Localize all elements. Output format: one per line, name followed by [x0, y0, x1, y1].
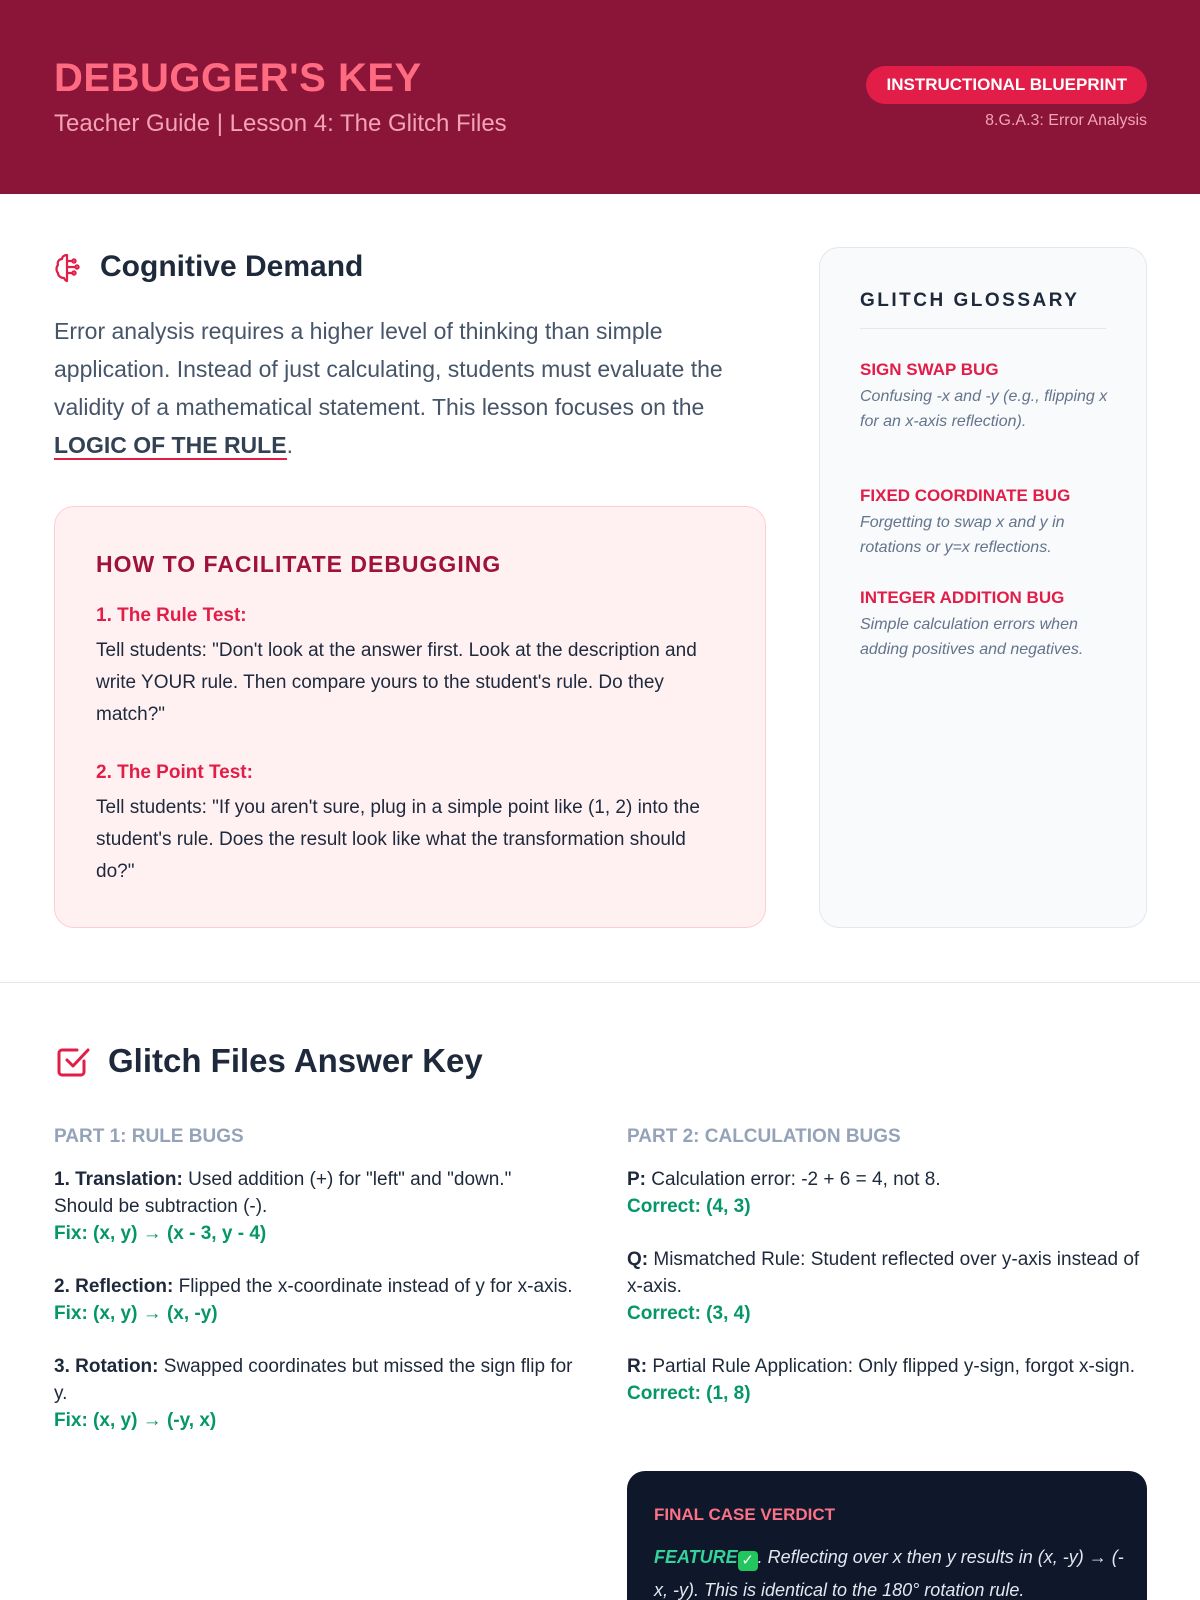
answer-correct: Correct: (4, 3) — [627, 1196, 751, 1217]
answer-item — [54, 1273, 574, 1327]
answer-item-head: Q: — [627, 1249, 649, 1270]
cognitive-demand-heading — [54, 250, 363, 284]
answer-item — [54, 1166, 574, 1247]
answer-item-text: Swapped coordinates but missed the sign flip for y. — [54, 1356, 573, 1404]
page-subtitle: Teacher Guide | Lesson 4: The Glitch Files — [54, 110, 507, 137]
header-banner — [0, 0, 1200, 194]
answer-fix: Fix: (x, y) → (-y, x) — [54, 1410, 217, 1431]
answer-item-head: 3. Rotation: — [54, 1356, 159, 1377]
answer-item — [54, 1353, 574, 1434]
answer-fix: Fix: (x, y) → (x, -y) — [54, 1303, 218, 1324]
glossary-item-sign-swap — [860, 360, 1110, 434]
facilitate-box — [54, 506, 766, 928]
answer-item-head: P: — [627, 1169, 646, 1190]
glossary-item-integer-addition — [860, 588, 1110, 662]
bug-description: Forgetting to swap x and y in rotations or y=x reflections. — [860, 514, 1065, 556]
answer-item-text: Mismatched Rule: Student reflected over y-axis instead of x-axis. — [627, 1249, 1140, 1297]
blueprint-badge: INSTRUCTIONAL BLUEPRINT — [866, 66, 1147, 104]
answer-key-heading — [54, 1042, 483, 1080]
answer-correct: Correct: (3, 4) — [627, 1303, 751, 1324]
logic-emphasis: LOGIC OF THE RULE — [54, 432, 287, 458]
answer-item-head: 2. Reflection: — [54, 1276, 174, 1297]
answer-fix: Fix: (x, y) → (x - 3, y - 4) — [54, 1223, 267, 1244]
verdict-body: . Reflecting over x then y results in (x, -y) → (-x, -y). This is identical to the 180° rotation rule. — [654, 1547, 1124, 1600]
answer-item-text: Used addition (+) for "left" and "down." Should be subtraction (-). — [54, 1169, 512, 1217]
feature-label: FEATURE — [654, 1547, 738, 1567]
rule-test-step — [96, 605, 726, 731]
answer-item-text: Calculation error: -2 + 6 = 4, not 8. — [646, 1169, 941, 1190]
checkbox-icon — [54, 1042, 92, 1080]
step-text: Tell students: "If you aren't sure, plug in a simple point like (1, 2) into the student's rule. Does the result look like what the transformation should do?" — [96, 797, 700, 882]
answer-item — [627, 1166, 1147, 1220]
section-divider — [0, 982, 1200, 983]
answer-item — [627, 1353, 1147, 1407]
cognitive-demand-text — [54, 312, 766, 464]
bug-name: FIXED COORDINATE BUG — [860, 486, 1071, 505]
point-test-step — [96, 762, 726, 888]
glitch-glossary — [819, 247, 1147, 928]
step-text: Tell students: "Don't look at the answer first. Look at the description and write YOUR rule. Then compare yours to the student's rule. Do they match?" — [96, 640, 697, 725]
verdict-text — [654, 1541, 1124, 1600]
part2-label: PART 2: CALCULATION BUGS — [627, 1126, 901, 1147]
answer-item-text: Partial Rule Application: Only flipped y-sign, forgot x-sign. — [647, 1356, 1135, 1377]
bug-name: SIGN SWAP BUG — [860, 360, 999, 379]
bug-description: Simple calculation errors when adding positives and negatives. — [860, 616, 1084, 658]
answer-correct: Correct: (1, 8) — [627, 1383, 751, 1404]
answer-item — [627, 1246, 1147, 1327]
answer-item-head: R: — [627, 1356, 648, 1377]
bug-description: Confusing -x and -y (e.g., flipping x for an x-axis reflection). — [860, 388, 1108, 430]
bug-name: INTEGER ADDITION BUG — [860, 588, 1065, 607]
facilitate-title: HOW TO FACILITATE DEBUGGING — [96, 551, 502, 577]
glossary-title: GLITCH GLOSSARY — [860, 290, 1106, 329]
part1-label: PART 1: RULE BUGS — [54, 1126, 244, 1147]
final-verdict-card — [627, 1471, 1147, 1600]
check-icon: ✓ — [738, 1551, 758, 1571]
cognitive-demand-body: Error analysis requires a higher level of thinking than simple application. Instead of just calculating, students must evaluate the validity of a mathematical statement. This lesson focuses on the — [54, 318, 723, 420]
glossary-item-fixed-coordinate — [860, 486, 1110, 560]
step-label: 1. The Rule Test: — [96, 605, 247, 626]
answer-item-text: Flipped the x-coordinate instead of y for x-axis. — [173, 1276, 573, 1297]
verdict-title: FINAL CASE VERDICT — [654, 1505, 836, 1524]
step-label: 2. The Point Test: — [96, 762, 253, 783]
brain-icon — [54, 251, 86, 283]
cognitive-demand-title: Cognitive Demand — [100, 250, 364, 283]
cognitive-demand-end: . — [286, 432, 293, 458]
standard-label: 8.G.A.3: Error Analysis — [985, 112, 1147, 129]
part1-column — [54, 1126, 574, 1460]
answer-item-head: 1. Translation: — [54, 1169, 183, 1190]
page-title: DEBUGGER'S KEY — [54, 56, 422, 100]
part2-column — [627, 1126, 1147, 1433]
answer-key-title: Glitch Files Answer Key — [108, 1042, 483, 1079]
